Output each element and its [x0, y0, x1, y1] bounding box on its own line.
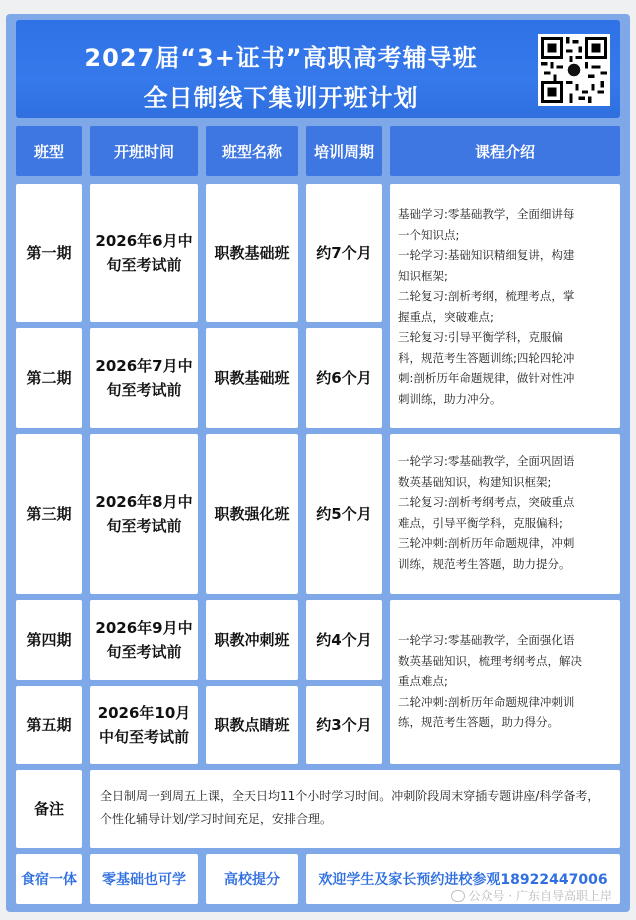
start-time-line: 中旬至考试前: [98, 728, 189, 746]
period-cell: 第二期: [16, 328, 82, 428]
start-time-cell: [90, 328, 198, 428]
duration-cell: 约4个月: [306, 600, 382, 680]
course-intro-line: 二轮冲刺:剖析历年命题规律冲刺训: [398, 694, 575, 709]
footer-feature-score: 高校提分: [206, 854, 298, 904]
start-time-line: 旬至考试前: [106, 643, 182, 661]
duration-cell: 约3个月: [306, 686, 382, 764]
poster-header: [16, 20, 620, 118]
poster-title-line1: 2027届“3+证书”高职高考辅导班: [84, 44, 478, 72]
start-time-cell: [90, 184, 198, 322]
course-intro-line: 一个知识点;: [398, 227, 460, 242]
course-intro-line: 一轮学习:零基础教学，全面巩固语: [398, 454, 575, 468]
course-intro-cell: [390, 184, 620, 428]
plan-poster: [6, 14, 630, 912]
course-intro-line: 三轮复习:引导平衡学科，克服偏: [398, 330, 563, 344]
course-intro-line: 二轮复习:剖析考纲，梳理考点，掌: [398, 289, 575, 303]
start-time-line: 旬至考试前: [106, 381, 182, 399]
note-label: 备注: [16, 770, 82, 848]
duration-cell: 约6个月: [306, 328, 382, 428]
start-time-line: 2026年8月中: [95, 493, 193, 511]
course-intro-text: [398, 451, 612, 574]
course-intro-line: 一轮学习:基础知识精细复讲，构建: [398, 248, 575, 262]
start-time-line: 2026年6月中: [95, 232, 193, 250]
course-intro-line: 二轮复习:剖析考纲考点，突破重点: [398, 495, 575, 509]
course-intro-line: 一轮学习:零基础教学，全面强化语: [398, 633, 575, 647]
course-intro-line: 数英基础知识，构建知识框架;: [398, 474, 552, 489]
period-cell: 第一期: [16, 184, 82, 322]
start-time-line: 2026年10月: [97, 704, 191, 722]
poster-title-line2: 全日制线下集训开班计划: [143, 84, 419, 112]
course-intro-line: 练，规范考生答题，助力得分。: [398, 715, 559, 729]
course-intro-line: 基础学习:零基础教学，全面细讲每: [398, 207, 575, 221]
footer-feature-zero-basis: 零基础也可学: [90, 854, 198, 904]
watermark: [451, 887, 612, 904]
note-text: 全日制周一到周五上课，全天日均11个小时学习时间。冲刺阶段周末穿插专题讲座/科学备考，个性化辅导计划/学习时间充足，安排合理。: [100, 789, 600, 826]
qr-code-icon: [538, 34, 610, 106]
start-time-cell: [90, 686, 198, 764]
class-name-cell: 职教强化班: [206, 434, 298, 594]
period-cell: 第五期: [16, 686, 82, 764]
start-time-line: 旬至考试前: [106, 256, 182, 274]
start-time-line: 旬至考试前: [106, 517, 182, 535]
start-time-line: 2026年7月中: [95, 357, 193, 375]
footer-feature-board: 食宿一体: [16, 854, 82, 904]
course-intro-text: [398, 204, 612, 409]
class-name-cell: 职教基础班: [206, 328, 298, 428]
course-intro-line: 重点难点;: [398, 674, 448, 688]
class-name-cell: 职教点睛班: [206, 686, 298, 764]
course-intro-cell: [390, 434, 620, 594]
start-time-line: 2026年9月中: [95, 619, 193, 637]
duration-cell: 约5个月: [306, 434, 382, 594]
course-intro-line: 三轮冲刺:剖析历年命题规律，冲刺: [398, 536, 575, 550]
watermark-text: 公众号 · 广东自导高职上岸: [468, 889, 612, 903]
footer-contact-text: 欢迎学生及家长预约进校参观18922447006: [318, 872, 608, 888]
period-cell: 第四期: [16, 600, 82, 680]
course-intro-line: 难点，引导平衡学科，克服偏科;: [398, 515, 563, 530]
note-cell: [90, 770, 620, 848]
column-header-duration: 培训周期: [306, 126, 382, 176]
class-name-cell: 职教冲刺班: [206, 600, 298, 680]
course-intro-line: 训练，规范考生答题，助力提分。: [398, 556, 571, 571]
course-intro-cell: [390, 600, 620, 764]
course-intro-line: 知识框架;: [398, 268, 448, 283]
class-name-cell: 职教基础班: [206, 184, 298, 322]
start-time-cell: [90, 600, 198, 680]
wechat-icon: [451, 890, 465, 902]
period-cell: 第三期: [16, 434, 82, 594]
column-header-class-name: 班型名称: [206, 126, 298, 176]
column-header-type: 班型: [16, 126, 82, 176]
course-intro-line: 刺:剖析历年命题规律，做针对性冲: [398, 371, 575, 385]
course-intro-line: 科，规范考生答题训练;四轮四轮冲: [398, 350, 575, 365]
column-header-start-time: 开班时间: [90, 126, 198, 176]
duration-cell: 约7个月: [306, 184, 382, 322]
start-time-cell: [90, 434, 198, 594]
course-intro-text: [398, 630, 612, 733]
course-intro-line: 数英基础知识，梳理考纲考点，解决: [398, 653, 582, 668]
course-intro-line: 刺训练，助力冲分。: [398, 391, 502, 406]
column-header-course-intro: 课程介绍: [390, 126, 620, 176]
course-intro-line: 握重点，突破难点;: [398, 309, 494, 324]
